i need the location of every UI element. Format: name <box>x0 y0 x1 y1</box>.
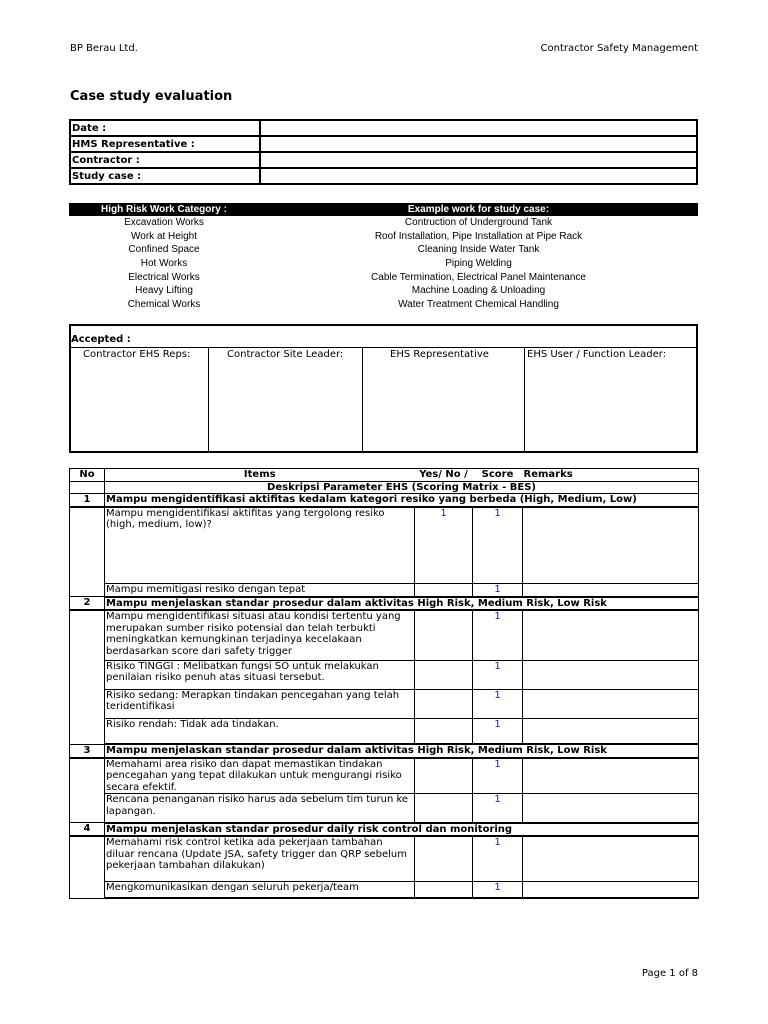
example-cell: Cable Termination, Electrical Panel Maintenance <box>371 271 586 283</box>
item-text: Mampu mengidentifikasi aktifitas yang tergolong resiko (high, medium, low)? <box>105 507 415 584</box>
remarks-cell[interactable] <box>523 794 699 823</box>
number-spacer <box>70 610 105 744</box>
remarks-cell[interactable] <box>523 660 699 689</box>
col-header-items: Items <box>105 469 415 482</box>
item-text: Memahami area risiko dan dapat memastikan tindakan pencegahan yang tepat dilakukan untuk mengurangi risiko secara efektif. <box>105 758 415 794</box>
item-row <box>70 689 699 718</box>
item-text: Memahami risk control ketika ada pekerjaan tambahan diluar rencana (Update JSA, safety trigger dan QRP sebelum pekerjaan tambahan dilakukan) <box>105 836 415 881</box>
item-text: Risiko TINGGI : Melibatkan fungsi SO untuk melakukan penilaian risiko penuh atas situasi tersebut. <box>105 660 415 689</box>
evaluation-header <box>70 469 699 482</box>
score-cell[interactable]: 1 <box>473 794 523 823</box>
yes-no-cell[interactable] <box>415 660 473 689</box>
info-label: Contractor : <box>70 152 260 168</box>
section-title: Mampu mengidentifikasi aktifitas kedalam kategori resiko yang berbeda (High, Medium, Low) <box>105 494 699 507</box>
score-cell[interactable]: 1 <box>473 610 523 660</box>
col-header-remarks: Remarks <box>523 469 699 482</box>
category-cell: Chemical Works <box>127 298 201 310</box>
section-number: 2 <box>70 597 105 611</box>
score-cell[interactable]: 1 <box>473 758 523 794</box>
category-row <box>69 216 698 230</box>
section-row <box>70 597 699 611</box>
remarks-cell[interactable] <box>523 881 699 898</box>
item-row <box>70 836 699 881</box>
info-label: Study case : <box>70 168 260 184</box>
example-cell: Piping Welding <box>445 258 512 270</box>
section-title: Mampu menjelaskan standar prosedur dalam aktivitas High Risk, Medium Risk, Low Risk <box>105 597 699 611</box>
col-header-yesno: Yes/ No / <box>415 469 473 482</box>
section-title: Mampu menjelaskan standar prosedur daily risk control dan monitoring <box>105 823 699 837</box>
score-cell[interactable]: 1 <box>473 881 523 898</box>
category-header-cell: High Risk Work Category : <box>69 203 259 216</box>
category-cell: Hot Works <box>140 258 188 270</box>
ehs-user-function-leader-signature[interactable]: EHS User / Function Leader: <box>527 349 667 360</box>
hms-representative-field[interactable] <box>260 136 697 152</box>
example-cell: Contruction of Underground Tank <box>404 217 553 229</box>
yes-no-cell[interactable] <box>415 610 473 660</box>
item-text: Mampu memitigasi resiko dengan tepat <box>105 584 415 597</box>
section-number: 1 <box>70 494 105 507</box>
yes-no-cell[interactable] <box>415 758 473 794</box>
example-header-cell: Example work for study case: <box>259 203 698 216</box>
yes-no-cell[interactable] <box>415 881 473 898</box>
number-spacer <box>70 758 105 823</box>
page-title: Case study evaluation <box>70 89 233 104</box>
score-cell[interactable]: 1 <box>473 660 523 689</box>
contractor-field[interactable] <box>260 152 697 168</box>
section-number: 3 <box>70 744 105 758</box>
col-header-no: No <box>70 469 105 482</box>
scoring-matrix-title: Deskripsi Parameter EHS (Scoring Matrix - BES) <box>105 481 699 494</box>
category-cell: Confined Space <box>128 244 200 256</box>
yes-no-cell[interactable] <box>415 584 473 597</box>
remarks-cell[interactable] <box>523 610 699 660</box>
item-text: Mampu mengidentifikasi situasi atau kondisi tertentu yang merupakan sumber risiko potensial dan telah terbukti meningkatkan kemungkinan terjadinya kecelakaan berdasarkan score dari safety trigger <box>105 610 415 660</box>
example-cell: Machine Loading & Unloading <box>411 285 546 297</box>
item-text: Risiko rendah: Tidak ada tindakan. <box>105 718 415 744</box>
yes-no-cell[interactable] <box>415 794 473 823</box>
header-department: Contractor Safety Management <box>540 43 698 54</box>
category-cell: Heavy Lifting <box>135 285 193 297</box>
info-row-hms <box>70 136 697 152</box>
accepted-title: Accepted : <box>71 334 131 345</box>
remarks-cell[interactable] <box>523 718 699 744</box>
info-label: HMS Representative : <box>70 136 260 152</box>
evaluation-subheader <box>70 481 699 494</box>
number-spacer <box>70 836 105 898</box>
item-row <box>70 584 699 597</box>
remarks-cell[interactable] <box>523 836 699 881</box>
info-row-study-case <box>70 168 697 184</box>
item-text: Mengkomunikasikan dengan seluruh pekerja/team <box>105 881 415 898</box>
item-row <box>70 660 699 689</box>
item-row <box>70 794 699 823</box>
section-row <box>70 823 699 837</box>
remarks-cell[interactable] <box>523 584 699 597</box>
number-spacer <box>70 507 105 597</box>
info-row-date <box>70 120 697 136</box>
yes-no-cell[interactable] <box>415 718 473 744</box>
category-header <box>69 203 698 216</box>
score-cell[interactable]: 1 <box>473 718 523 744</box>
remarks-cell[interactable] <box>523 689 699 718</box>
category-row <box>69 257 698 271</box>
section-title: Mampu menjelaskan standar prosedur dalam aktivitas High Risk, Medium Risk, Low Risk <box>105 744 699 758</box>
item-row <box>70 610 699 660</box>
category-row <box>69 284 698 298</box>
section-row <box>70 494 699 507</box>
contractor-ehs-reps-signature[interactable]: Contractor EHS Reps: <box>83 349 191 360</box>
category-row <box>69 243 698 257</box>
risk-category-table <box>69 203 698 311</box>
page-number: Page 1 of 8 <box>641 968 698 979</box>
section-row <box>70 744 699 758</box>
ehs-representative-signature[interactable]: EHS Representative <box>390 349 489 360</box>
score-cell[interactable]: 1 <box>473 689 523 718</box>
acceptance-box <box>69 324 698 453</box>
remarks-cell[interactable] <box>523 507 699 584</box>
item-row <box>70 758 699 794</box>
example-cell: Roof Installation, Pipe Installation at Pipe Rack <box>374 230 583 242</box>
item-row <box>70 881 699 898</box>
score-cell[interactable]: 1 <box>473 507 523 584</box>
evaluation-table <box>69 468 699 899</box>
item-text: Rencana penanganan risiko harus ada sebelum tim turun ke lapangan. <box>105 794 415 823</box>
yes-no-cell[interactable]: 1 <box>415 507 473 584</box>
contractor-site-leader-signature[interactable]: Contractor Site Leader: <box>227 349 344 360</box>
date-field[interactable] <box>260 120 697 136</box>
item-text: Risiko sedang: Merapkan tindakan pencegahan yang telah teridentifikasi <box>105 689 415 718</box>
example-cell: Water Treatment Chemical Handling <box>398 298 559 310</box>
col-header-score: Score <box>473 469 523 482</box>
category-row <box>69 270 698 284</box>
item-row <box>70 718 699 744</box>
yes-no-cell[interactable] <box>415 836 473 881</box>
category-row <box>69 298 698 312</box>
header-company: BP Berau Ltd. <box>70 43 138 54</box>
study-case-field[interactable] <box>260 168 697 184</box>
section-number: 4 <box>70 823 105 837</box>
category-cell: Excavation Works <box>124 217 204 229</box>
category-cell: Work at Height <box>131 230 197 242</box>
score-cell[interactable]: 1 <box>473 584 523 597</box>
info-label: Date : <box>70 120 260 136</box>
example-cell: Cleaning Inside Water Tank <box>417 244 540 256</box>
category-cell: Electrical Works <box>128 271 200 283</box>
acceptance-column-divider <box>208 347 209 451</box>
info-table <box>69 119 698 185</box>
subheader-spacer <box>70 481 105 494</box>
item-row <box>70 507 699 584</box>
acceptance-divider <box>71 347 696 348</box>
score-cell[interactable]: 1 <box>473 836 523 881</box>
remarks-cell[interactable] <box>523 758 699 794</box>
yes-no-cell[interactable] <box>415 689 473 718</box>
category-row <box>69 230 698 244</box>
acceptance-column-divider <box>524 347 525 451</box>
acceptance-column-divider <box>362 347 363 451</box>
info-row-contractor <box>70 152 697 168</box>
